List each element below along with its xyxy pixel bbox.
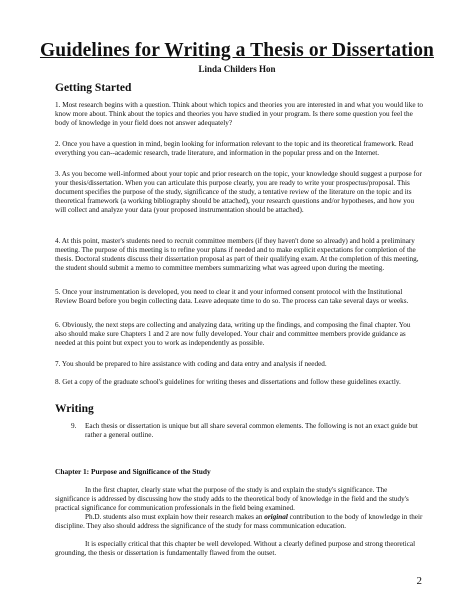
document-title: Guidelines for Writing a Thesis or Dissertation	[39, 40, 434, 61]
section-heading-writing: Writing	[55, 403, 94, 415]
paragraph-9-text: Each thesis or dissertation is unique but all share several common elements. The following is not an exact guide but rather a general outline.	[85, 422, 418, 439]
paragraph-5: 5. Once your instrumentation is developed, you need to clear it and your informed consent protocol with the Institutional Review Board before you begin collecting data. Leave adequate time to do so. The process can take several days or weeks.	[55, 288, 409, 305]
paragraph-7: 7. You should be prepared to hire assistance with coding and data entry and analysis if needed.	[55, 360, 327, 368]
section-heading-getting-started: Getting Started	[55, 82, 132, 94]
chapter-1-heading: Chapter 1: Purpose and Significance of the Study	[55, 467, 211, 476]
chapter-1-paragraph-3: It is especially critical that this chapter be well developed. Without a clearly defined purpose and strong theoretical grounding, the thesis or dissertation is fundamentally flawed from the outset.	[55, 540, 416, 557]
chapter-1-paragraph-1: In the first chapter, clearly state what the purpose of the study is and explain the study's significance. The significance is addressed by discussing how the study adds to the theoretical body of knowledge in the field and the study's practical significance for communication professionals in the field being examined.	[55, 486, 409, 512]
chapter-1-paragraph-2	[55, 513, 423, 531]
paragraph-4: 4. At this point, master's students need to recruit committee members (if they haven't done so already) and hold a preliminary meeting. The purpose of this meeting is to refine your plans if needed and to make explicit expectations for completion of the thesis. Doctoral students discuss their dissertation proposal as part of their qualifying exam. At the completion of this meeting, the student should submit a memo to committee members summarizing what was agreed upon during the meeting.	[55, 237, 419, 272]
paragraph-9-number: 9.	[71, 422, 77, 430]
document-author: Linda Childers Hon	[198, 64, 276, 74]
paragraph-9	[71, 422, 423, 440]
chapter-1-paragraph-2-end: contribution to the body of knowledge in their discipline. They also should address the significance of the study for mass communication education.	[55, 513, 423, 530]
paragraph-2: 2. Once you have a question in mind, begin looking for information relevant to the topic and its theoretical framework. Read everything you can--academic research, trade literature, and information in the popular press and on the Internet.	[55, 140, 414, 157]
chapter-1-paragraph-2-start: Ph.D. students also must explain how their research makes an	[85, 513, 265, 521]
page-number: 2	[416, 575, 422, 587]
paragraph-1: 1. Most research begins with a question. Think about which topics and theories you are interested in and what you would like to know more about. Think about the topics and theories you have studied in your program. Is there some question you feel the body of knowledge in your field does not answer adequately?	[55, 101, 423, 127]
paragraph-6: 6. Obviously, the next steps are collecting and analyzing data, writing up the findings, and composing the final chapter. You also should make sure Chapters 1 and 2 are now fully developed. Your chair and committee members provide guidance as needed at this point but expect you to work as independently as possible.	[55, 321, 411, 347]
paragraph-3: 3. As you become well-informed about your topic and prior research on the topic, your knowledge should suggest a purpose for your thesis/dissertation. When you can articulate this purpose clearly, you are ready to write your prospectus/proposal. This document specifies the purpose of the study, significance of the study, a tentative review of the literature on the topic and its theoretical framework (a working bibliography should be attached), your research questions and/or hypotheses, and how you will collect and analyze your data (your proposed instrumentation should be attached).	[55, 170, 422, 214]
emphasis-original: original	[264, 513, 288, 521]
paragraph-8: 8. Get a copy of the graduate school's guidelines for writing theses and dissertations and follow these guidelines exactly.	[55, 378, 401, 386]
